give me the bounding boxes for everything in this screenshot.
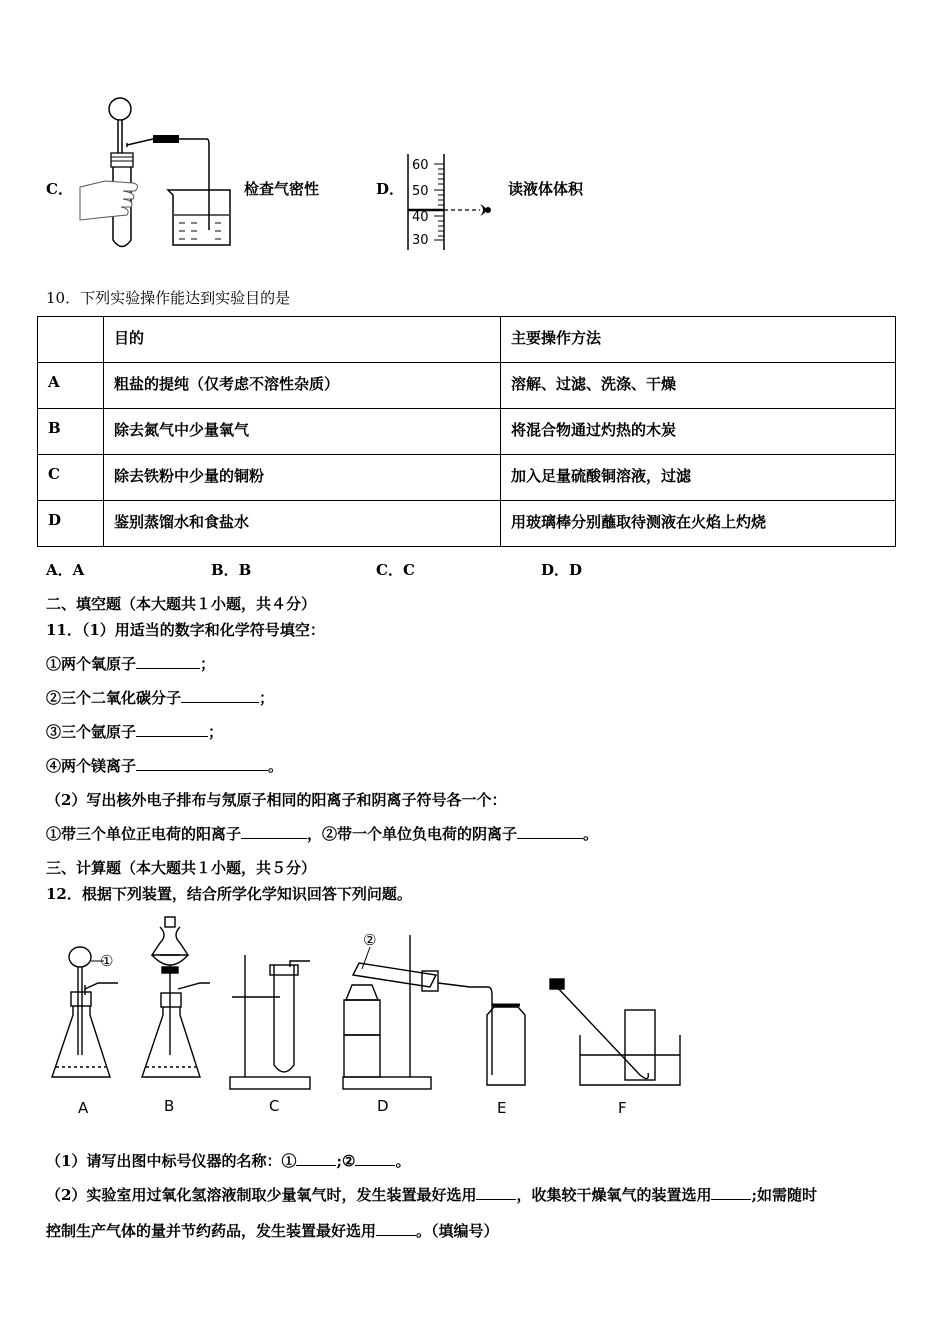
answer-blank[interactable] bbox=[476, 1185, 516, 1200]
q11-item-2: ②三个二氧化碳分子 ； bbox=[46, 689, 275, 707]
q11-item-1: ①两个氧原子 ； bbox=[46, 655, 216, 673]
q11-stem: 11．（1）用适当的数字和化学符号填空： bbox=[46, 621, 325, 639]
device-label-e: E bbox=[497, 1099, 507, 1117]
answer-blank[interactable] bbox=[241, 824, 307, 839]
choice-a[interactable]: A．A bbox=[46, 561, 85, 579]
q12-sub2-line2: 控制生产气体的量并节约药品，发生装置最好选用 。（填编号） bbox=[46, 1222, 499, 1240]
answer-blank[interactable] bbox=[517, 824, 583, 839]
q10-table bbox=[37, 316, 896, 547]
option-d-text: 读液体体积 bbox=[508, 180, 584, 198]
device-label-a: A bbox=[78, 1099, 89, 1117]
marker-1: ① bbox=[100, 952, 114, 970]
q12-sub1: （1）请写出图中标号仪器的名称：① ;② 。 bbox=[46, 1152, 411, 1170]
q11-item-4: ④两个镁离子 。 bbox=[46, 757, 284, 775]
scale-tick-40: 40 bbox=[412, 210, 429, 225]
answer-blank[interactable] bbox=[136, 722, 208, 737]
answer-blank[interactable] bbox=[181, 688, 259, 703]
q11-part2: （2）写出核外电子排布与氖原子相同的阳离子和阴离子符号各一个： bbox=[46, 791, 507, 809]
row-key: D bbox=[38, 501, 104, 547]
device-label-c: C bbox=[269, 1097, 280, 1115]
section3-title: 三、计算题（本大题共１小题，共５分） bbox=[46, 859, 317, 877]
row-key: B bbox=[38, 409, 104, 455]
answer-blank[interactable] bbox=[355, 1151, 395, 1166]
table-row bbox=[38, 501, 896, 547]
q11-item-3: ③三个氩原子 ； bbox=[46, 723, 224, 741]
row-goal: 除去氮气中少量氧气 bbox=[104, 409, 501, 455]
row-method: 将混合物通过灼热的木炭 bbox=[501, 409, 896, 455]
option-d-label: D． bbox=[376, 180, 405, 198]
answer-blank[interactable] bbox=[136, 756, 268, 771]
row-goal: 鉴别蒸馏水和食盐水 bbox=[104, 501, 501, 547]
row-goal: 粗盐的提纯（仅考虑不溶性杂质） bbox=[104, 363, 501, 409]
row-key: A bbox=[38, 363, 104, 409]
row-key: C bbox=[38, 455, 104, 501]
answer-blank[interactable] bbox=[711, 1185, 751, 1200]
q12-apparatus-figure bbox=[40, 905, 700, 1120]
marker-2: ② bbox=[363, 931, 377, 949]
section2-title: 二、填空题（本大题共１小题，共４分） bbox=[46, 595, 317, 613]
table-header-row bbox=[38, 317, 896, 363]
table-row bbox=[38, 455, 896, 501]
option-c-label: C． bbox=[46, 180, 73, 198]
header-cell-method: 主要操作方法 bbox=[501, 317, 896, 363]
row-method: 加入足量硫酸铜溶液，过滤 bbox=[501, 455, 896, 501]
device-label-d: D bbox=[377, 1097, 389, 1115]
row-method: 溶解、过滤、洗涤、干燥 bbox=[501, 363, 896, 409]
scale-tick-30: 30 bbox=[412, 233, 429, 248]
q12-stem: 12．根据下列装置，结合所学化学知识回答下列问题。 bbox=[46, 885, 412, 903]
choice-d[interactable]: D．D bbox=[541, 561, 583, 579]
q10-stem: 10．下列实验操作能达到实验目的是 bbox=[46, 289, 291, 307]
table-row bbox=[38, 363, 896, 409]
device-label-b: B bbox=[164, 1097, 175, 1115]
option-c-text: 检查气密性 bbox=[244, 180, 320, 198]
answer-blank[interactable] bbox=[296, 1151, 336, 1166]
table-row bbox=[38, 409, 896, 455]
row-goal: 除去铁粉中少量的铜粉 bbox=[104, 455, 501, 501]
answer-blank[interactable] bbox=[376, 1221, 416, 1236]
header-cell-key bbox=[38, 317, 104, 363]
answer-blank[interactable] bbox=[136, 654, 200, 669]
scale-tick-50: 50 bbox=[412, 184, 429, 199]
choice-c[interactable]: C．C bbox=[376, 561, 415, 579]
choice-b[interactable]: B．B bbox=[211, 561, 252, 579]
device-label-f: F bbox=[618, 1099, 627, 1117]
cylinder-reading-figure bbox=[400, 152, 510, 252]
scale-tick-60: 60 bbox=[412, 158, 429, 173]
q12-sub2: （2）实验室用过氧化氢溶液制取少量氧气时，发生装置最好选用 ，收集较干燥氧气的装置选用 ;如需随时 bbox=[46, 1186, 818, 1204]
row-method: 用玻璃棒分别蘸取待测液在火焰上灼烧 bbox=[501, 501, 896, 547]
header-cell-goal: 目的 bbox=[104, 317, 501, 363]
q11-part2-line: ①带三个单位正电荷的阳离子 ，②带一个单位负电荷的阴离子 。 bbox=[46, 825, 599, 843]
airtightness-apparatus-figure bbox=[75, 95, 250, 255]
